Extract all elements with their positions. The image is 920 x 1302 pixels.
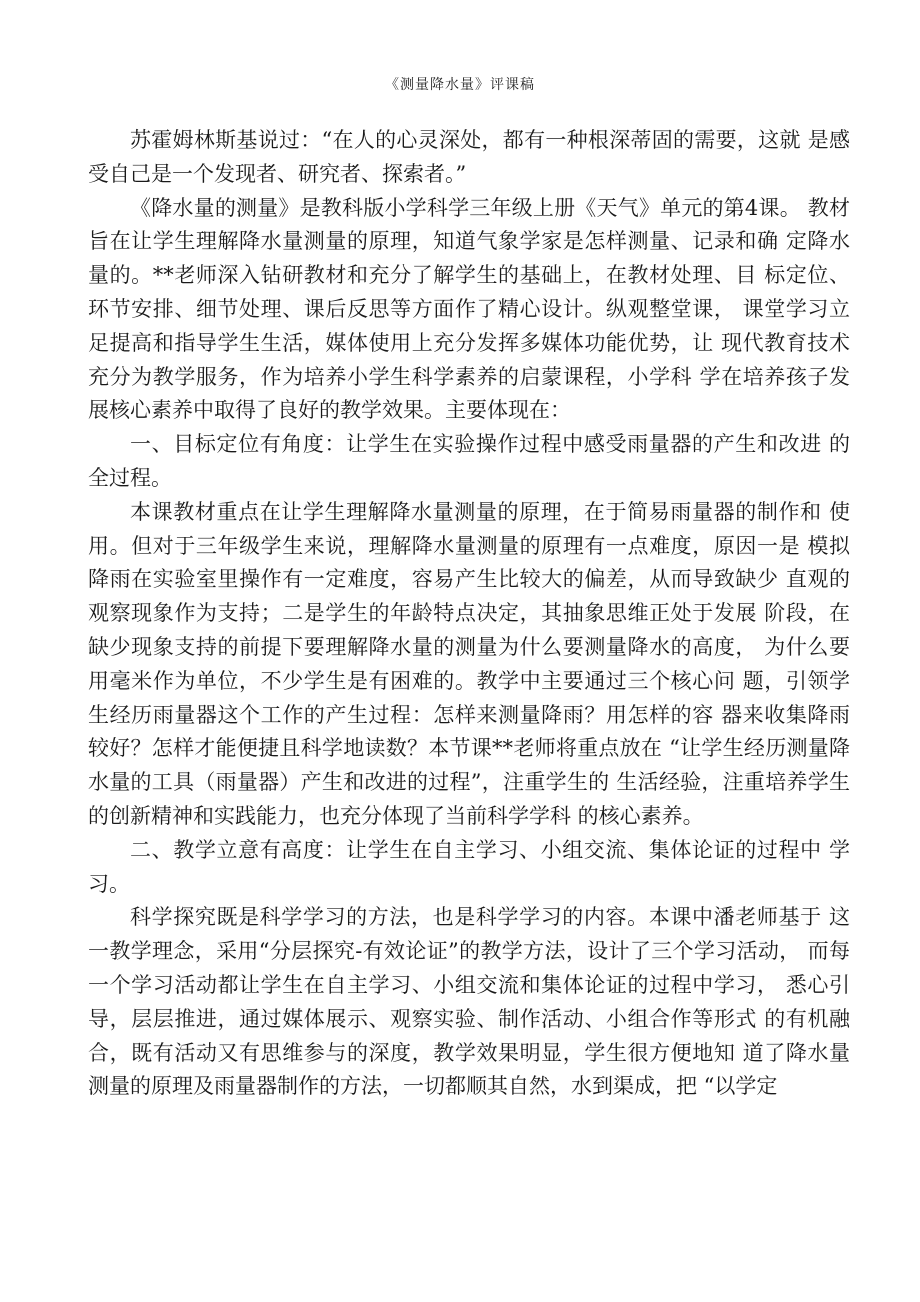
section-heading-2: 二、教学立意有高度：让学生在自主学习、小组交流、集体论证的过程中 学习。 [88,837,850,896]
paragraph-intro: 《降水量的测量》是教科版小学科学三年级上册《天气》单元的第4课。 教材旨在让学生理解降水量测量的原理，知道气象学家是怎样测量、记录和确 定降水量的。**老师深入钻研教材和充分了解学生的基础上，在教材处理、目 标定位、环节安排、细节处理、课后反思等方面作了精心设计。纵观整堂课， 课堂学习立足提高和指导学生生活，媒体使用上充分发挥多媒体功能优势，让 现代教育技术充分为教学服务，作为培养小学生科学素养的启蒙课程，小学科 学在培养孩子发展核心素养中取得了良好的教学效果。主要体现在： [88,195,850,423]
document-body [88,124,850,1104]
paragraph-section-2: 科学探究既是科学学习的方法，也是科学学习的内容。本课中潘老师基于 这一教学理念，采用“分层探究-有效论证”的教学方法，设计了三个学习活动， 而每一个学习活动都让学生在自主学习、小组交流和集体论证的过程中学习， 悉心引导，层层推进，通过媒体展示、观察实验、制作活动、小组合作等形式 的有机融合，既有活动又有思维参与的深度，教学效果明显，学生很方便地知 道了降水量测量的原理及雨量器制作的方法，一切都顺其自然，水到渠成，把 “以学定 [88,905,850,1099]
paragraph-quote: 苏霍姆林斯基说过：“在人的心灵深处，都有一种根深蒂固的需要，这就 是感受自己是一个发现者、研究者、探索者。” [88,128,850,186]
paragraph-section-1: 本课教材重点在让学生理解降水量测量的原理，在于简易雨量器的制作和 使用。但对于三年级学生来说，理解降水量测量的原理有一点难度，原因一是 模拟降雨在实验室里操作有一定难度，容易产生比较大的偏差，从而导致缺少 直观的观察现象作为支持；二是学生的年龄特点决定，其抽象思维正处于发展 阶段，在缺少现象支持的前提下要理解降水量的测量为什么要测量降水的高度， 为什么要用毫米作为单位，不少学生是有困难的。教学中主要通过三个核心问 题，引领学生经历雨量器这个工作的产生过程：怎样来测量降雨？用怎样的容 器来收集降雨较好？怎样才能便捷且科学地读数？本节课**老师将重点放在 “让学生经历测量降水量的工具（雨量器）产生和改进的过程”，注重学生的 生活经验，注重培养学生的创新精神和实践能力，也充分体现了当前科学学科 的核心素养。 [88,499,850,828]
section-heading-1: 一、目标定位有角度：让学生在实验操作过程中感受雨量器的产生和改进 的全过程。 [88,432,850,490]
page-header: 《测量降水量》评课稿 [385,77,535,93]
